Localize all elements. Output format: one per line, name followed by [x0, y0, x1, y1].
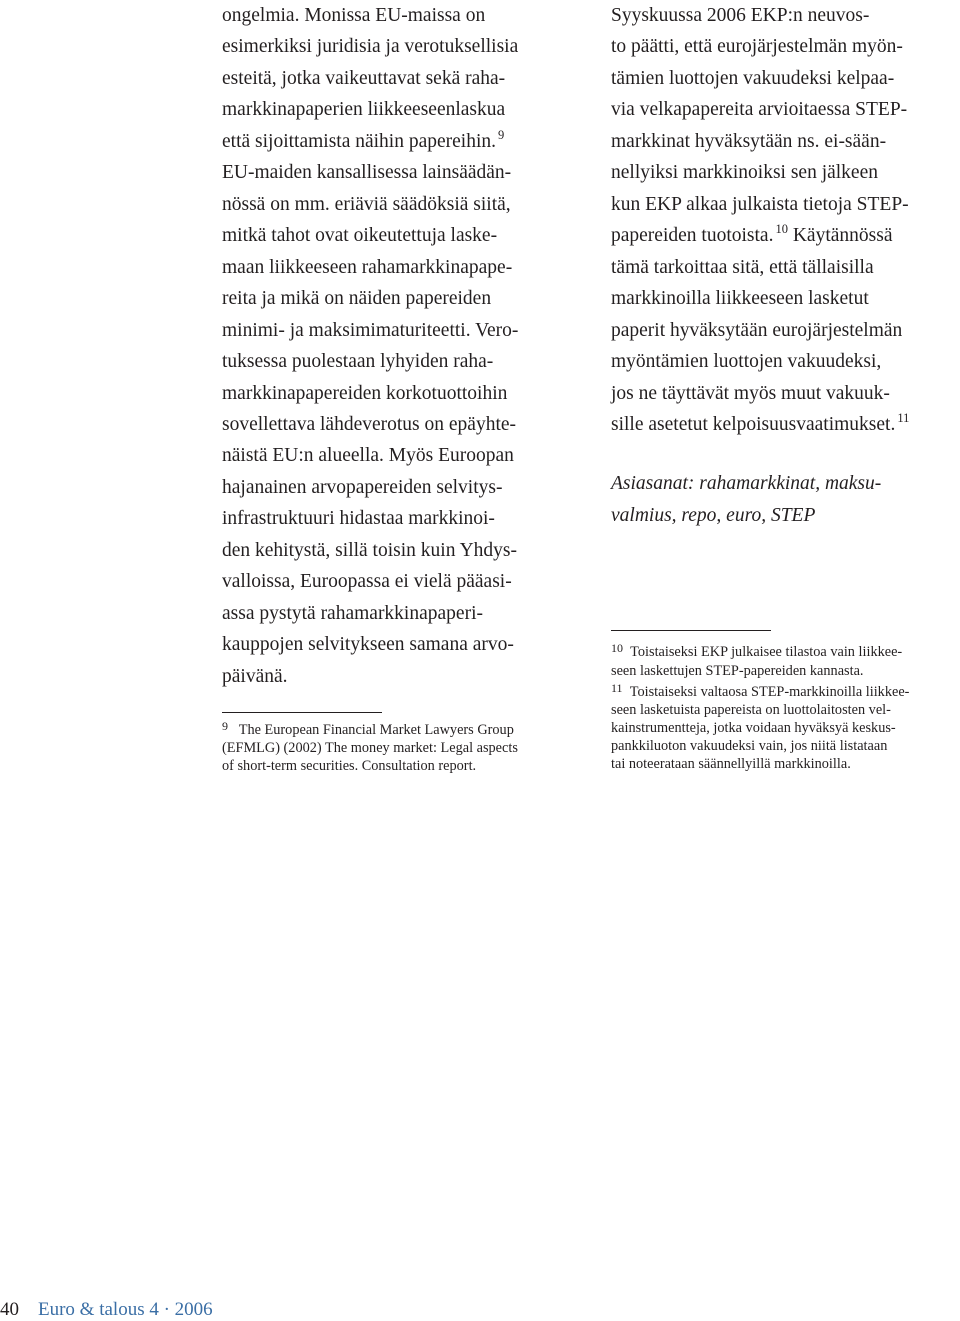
body-line: kun EKP alkaa julkaista tietoja STEP- [611, 194, 909, 215]
body-line: jos ne täyttävät myös muut vakuuk- [611, 383, 890, 404]
body-text: Käytännössä [792, 225, 893, 246]
body-line: Syyskuussa 2006 EKP:n neuvos- [611, 5, 870, 26]
publication-title: Euro & talous 4 · 2006 [38, 1299, 213, 1320]
body-line: infrastruktuuri hidastaa markkinoi- [222, 508, 495, 529]
footnote-text: The European Financial Market Lawyers Group [238, 722, 514, 738]
body-line: nössä on mm. eriäviä säädöksiä siitä, [222, 194, 511, 215]
body-line: EU-maiden kansallisessa lainsäädän- [222, 162, 512, 183]
body-line: mitkä tahot ovat oikeutettuja laske- [222, 225, 498, 246]
footnote-line [611, 681, 910, 700]
body-line: valloissa, Euroopassa ei vielä pääasi- [222, 571, 512, 592]
footnote-line: of short-term securities. Consultation report. [222, 758, 477, 774]
footnote-line: seen lasketuista papereista on luottolaitosten vel- [611, 702, 891, 718]
body-line: markkinapapereiden korkotuottoihin [222, 383, 508, 404]
footnote-line: (EFMLG) (2002) The money market: Legal aspects [222, 740, 518, 756]
body-line: tämä tarkoittaa sitä, että tällaisilla [611, 257, 874, 278]
body-line: assa pystytä rahamarkkinapaperi- [222, 603, 483, 624]
body-text: sille asetetut kelpoisuusvaatimukset. [611, 414, 896, 435]
body-line: myöntämien luottojen vakuudeksi, [611, 351, 882, 372]
body-line: sovellettava lähdeverotus on epäyhte- [222, 414, 517, 435]
footnote-number: 10 [611, 641, 623, 655]
body-text: papereiden tuotoista. [611, 225, 774, 246]
body-line: päivänä. [222, 666, 288, 687]
footnote-divider [611, 630, 771, 631]
footnote-line: pankkiluoton vakuudeksi vain, jos niitä listataan [611, 738, 888, 754]
footnote-text: Toistaiseksi valtaosa STEP-markkinoilla liikkee- [629, 684, 910, 700]
footnote-ref-10: 10 [775, 222, 788, 236]
body-line: minimi- ja maksimimaturiteetti. Vero- [222, 320, 519, 341]
body-line: nellyiksi markkinoiksi sen jälkeen [611, 162, 878, 183]
footnote-ref-11: 11 [897, 411, 910, 425]
footnote-line: tai noteerataan säännellyillä markkinoilla. [611, 756, 851, 772]
body-line [611, 222, 893, 246]
keywords-line: valmius, repo, euro, STEP [611, 505, 816, 526]
body-line: tuksessa puolestaan lyhyiden raha- [222, 351, 494, 372]
body-line: via velkapapereita arvioitaessa STEP- [611, 99, 908, 120]
body-line: to päätti, että eurojärjestelmän myön- [611, 36, 903, 57]
body-line: markkinat hyväksytään ns. ei-sään- [611, 131, 887, 152]
footnote-number: 9 [222, 719, 228, 733]
body-line: näistä EU:n alueella. Myös Euroopan [222, 445, 514, 466]
body-line: esimerkiksi juridisia ja verotuksellisia [222, 36, 519, 57]
body-line: maan liikkeeseen rahamarkkinapape- [222, 257, 513, 278]
footnote-line: kainstrumentteja, jotka voidaan hyväksyä keskus- [611, 720, 896, 736]
body-line: paperit hyväksytään eurojärjestelmän [611, 320, 903, 341]
page-number: 40 [0, 1299, 19, 1320]
footnote-text: Toistaiseksi EKP julkaisee tilastoa vain liikkee- [630, 644, 903, 660]
footnote-number: 11 [611, 681, 623, 695]
body-line: markkinoilla liikkeeseen lasketut [611, 288, 869, 309]
body-line: ongelmia. Monissa EU-maissa on [222, 5, 486, 26]
footnote-line [611, 641, 903, 660]
footnote-line: seen laskettujen STEP-papereiden kannasta. [611, 663, 864, 679]
body-line: kauppojen selvitykseen samana arvo- [222, 634, 514, 655]
body-line: reita ja mikä on näiden papereiden [222, 288, 492, 309]
body-line [222, 128, 505, 152]
body-line: markkinapaperien liikkeeseenlaskua [222, 99, 506, 120]
body-line: esteitä, jotka vaikeuttavat sekä raha- [222, 68, 506, 89]
body-line: hajanainen arvopapereiden selvitys- [222, 477, 503, 498]
footnote-divider [222, 712, 382, 713]
footnote-line [222, 719, 514, 738]
body-text: että sijoittamista näihin papereihin. [222, 131, 497, 152]
body-line: den kehitystä, sillä toisin kuin Yhdys- [222, 540, 518, 561]
body-line [611, 411, 910, 435]
keywords-line: Asiasanat: rahamarkkinat, maksu- [611, 473, 882, 494]
body-line: tämien luottojen vakuudeksi kelpaa- [611, 68, 895, 89]
footnote-ref-9: 9 [498, 128, 505, 142]
